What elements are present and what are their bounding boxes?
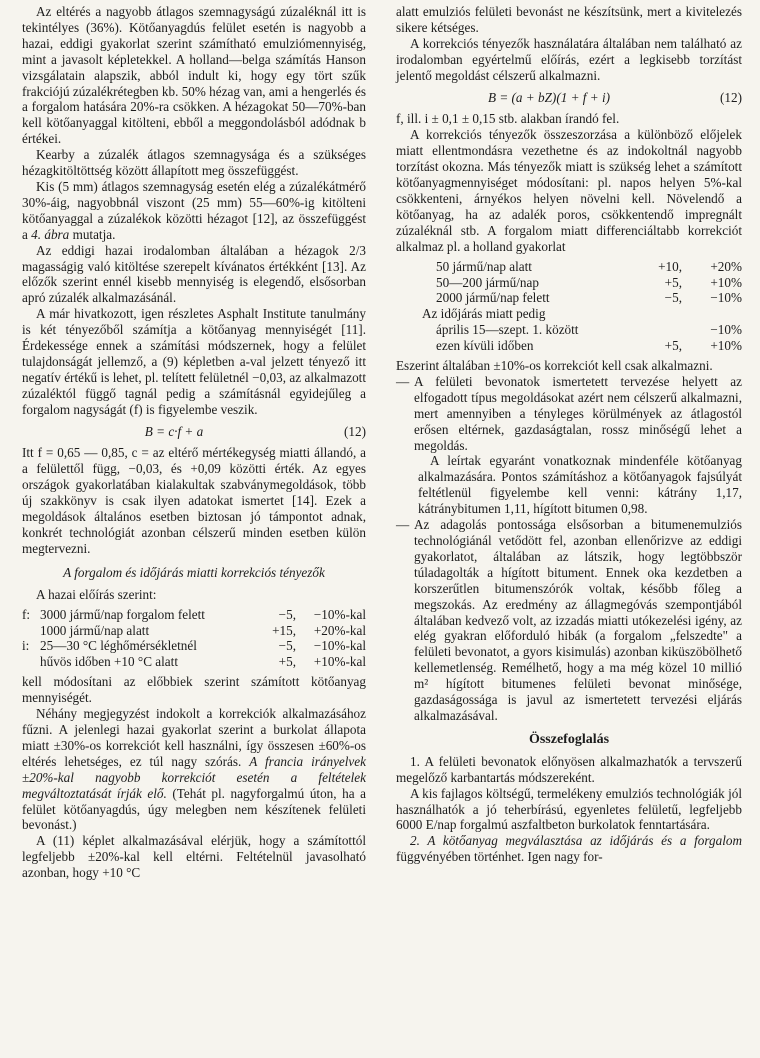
row-value-low: +5, [664, 338, 682, 354]
row-value-high: −10%-kal [313, 638, 366, 654]
paragraph: A korrekciós tényezők összeszorzása a különböző előjelek miatt ellentmondásra vezethetne és az indokoltnál nagyobb torzítást okozna. Más tényezők miatt is szükség lehet a számított kötőanyagmennyiséget módosítani: pl. napos helyen 5%-kal csökkenteni, árnyékos helyen növelni kell. Növelendő a kötőanyag, ha az adalék poros, csökkentendő impregnált zúzaléknál stb. A forgalom miatt differenciáltabb korrekciót alkalmaz pl. a holland gyakorlat [396, 127, 742, 254]
paragraph: kell módosítani az előbbiek szerint számított kötőanyag mennyiségét. [22, 674, 366, 706]
equation [22, 424, 366, 440]
row-label [22, 623, 40, 639]
row-condition: 2000 jármű/nap felett [436, 290, 550, 306]
summary-item: 1. A felületi bevonatok előnyösen alkalmazhatók a tervszerű megelőző karbantartás módszereként. [396, 753, 742, 785]
row-value-high: −10%-kal [313, 606, 366, 622]
row-value-low: −5, [278, 638, 296, 654]
paragraph: Az eddigi hazai irodalomban általában a hézagok 2/3 magasságig való kitöltése szerepelt kívánatos értékként [13]. Az előzők szerint ennél kisebb mennyiség is elegendő, elsősorban apró zúzalék alkalmazásánál. [22, 242, 366, 306]
row-value-low: +5, [664, 274, 682, 290]
paragraph: Kearby a zúzalék átlagos szemnagysága és a szükséges hézagkitöltöttség között állapított meg összefüggést. [22, 147, 366, 179]
paragraph: Itt f = 0,65 — 0,85, c = az eltérő mértékegység miatti állandó, a a felülettől függ, −0,03, és +0,09 közötti érték. Az egyes országok gyakorlatában kialakultak szabványmegoldások, több új szakkönyv is csak ilyen adatokat ismertet [14]. Ezek a megoldások általános esetben biztosan jó támpontot adnak, konkrét technológiát azonban célszerű minden esetben külön megtervezni. [22, 445, 366, 556]
table-row [22, 623, 366, 639]
correction-table [22, 607, 366, 671]
left-column [22, 4, 366, 881]
traffic-correction-table [396, 259, 742, 354]
row-label: f: [22, 606, 31, 622]
row-value-low: +5, [278, 654, 296, 670]
row-condition: 50 jármű/nap alatt [436, 258, 532, 274]
paragraph: Kis (5 mm) átlagos szemnagyság esetén elég a zúzalékátmérő 30%-áig, nagyobbnál viszont (25 mm) 55—60%-ig kitölteni kötőanyaggal a zúzalékok közötti hézagot [12], az összefüggést a 4. ábra mutatja. [22, 178, 366, 242]
row-condition: 50—200 jármű/nap [436, 274, 539, 290]
paragraph: f, ill. i ± 0,1 ± 0,15 stb. alakban írandó fel. [396, 111, 620, 127]
row-label [22, 654, 40, 670]
equation-body: B = (a + bZ)(1 + f + i) [487, 89, 611, 105]
row-label: i: [22, 638, 30, 654]
row-value-low: +10, [658, 258, 682, 274]
table-row [22, 638, 366, 654]
row-value-high: +10% [710, 338, 742, 354]
table-row [396, 259, 742, 275]
row-condition: április 15—szept. 1. között [436, 322, 579, 338]
paragraph: A korrekciós tényezők használatára általában nem található az irodalomban egyértelmű előírás, ezért a legkisebb torzítást jelentő megoldást célszerű alkalmazni. [396, 35, 742, 83]
table-row [22, 607, 366, 623]
equation-number: (12) [720, 89, 742, 105]
row-value-high: −10% [710, 290, 742, 306]
table-row [396, 322, 742, 338]
equation-number: (12) [344, 423, 366, 439]
paragraph: Néhány megjegyzést indokolt a korrekciók alkalmazásához fűzni. A jelenlegi hazai gyakorlat szerint a burkolat állapota miatt ±30%-os korrekciót kell használni, így összesen ±60%-os eltérés lehetséges, ez túl nagy szórás. A francia irányelvek ±20%-kal nagyobb korrekciót esetén a feltételek megváltoztatását írják elő. (Tehát pl. nagyforgalmú úton, ha a felület kötőanyagdús, úgy melegben nem készítenek felületi bevonást.) [22, 706, 366, 833]
section-heading: A forgalom és időjárás miatti korrekciós tényezők [63, 564, 325, 580]
right-column [396, 4, 742, 865]
row-value-high: +10% [710, 274, 742, 290]
summary-heading: Összefoglalás [528, 731, 610, 747]
table-row [396, 275, 742, 291]
row-value-high: +10%-kal [313, 654, 366, 670]
summary-item: 2. A kötőanyag megválasztása az időjárás és a forgalom függvényében történhet. Igen nagy for- [396, 833, 742, 865]
row-value-low [626, 322, 682, 338]
paragraph: Az eltérés a nagyobb átlagos szemnagyságú zúzaléknál itt is tekintélyes (36%). Kötőanyagdús felület esetén is nagyobb a hazai, eddigi gyakorlat szerint számítható emulziómennyiség, mint a javasolt képletekkel. A holland—belga számítás Hanson vizsgálatain alapszik, abból indult ki, hogy egy tört szűk frakciójú zúzalékrétegben kb. 50% hézag van, ami a hengerlés és a forgalom hatására 20%-ra csökken. A hézagokat 50—70%-ban kell kötőanyaggal kitölteni, ebből a meggondolásból adódnak b értékei. [22, 4, 366, 147]
dash-list-item: — Az adagolás pontossága elsősorban a bitumenemulziós technológiánál vetődött fel, azonban ellenőrizve az eddigi gyakorlatot, általában az látszik, hogy legtöbbször túladagolták a hígított bitument. Ennek oka kezdetben a korszerűtlen bitumenszórók voltak, később főleg a megszokás. Az eredmény az állagmegóvás szempontjából általában kedvező volt, az izzadás miatti utókezelési igény, az elég gyakran előforduló hibák (a forgalom „felszedte" a felületi bevonatot, a gyors kisimulás) azonban kiküszöbölhető kellemetlenség. Remélhető, hogy a ma még közel 10 millió m² hígított bitumenes felületi bevonat minősége, gazdaságossága is javul az ismertetett tervezési eljárás alkalmazásával. [396, 517, 742, 723]
paragraph: A leírtak egyaránt vonatkoznak mindenféle kötőanyag alkalmazására. Pontos számításhoz a kötőanyagok fajsúlyát feltétlenül figyelembe kell venni: kátrány 1,17, kátránybitumen 1,11, hígított bitumen 0,98. [418, 453, 742, 517]
table-row [396, 290, 742, 306]
equation [396, 90, 742, 106]
table-row [22, 654, 366, 670]
paragraph: A hazai előírás szerint: [36, 586, 157, 602]
summary-item: A kis fajlagos költségű, termelékeny emulziós technológiák jól használhatók a jó teherbírású, egyenletes felületű, legfeljebb 6000 E/nap forgalmú aszfaltbeton burkolatok fenntartására. [396, 785, 742, 833]
paragraph: alatt emulziós felületi bevonást ne készítsünk, mert a kivitelezés sikere kétséges. [396, 4, 742, 35]
row-value-low: −5, [278, 606, 296, 622]
row-value-low: +15, [272, 622, 296, 638]
weather-intro: Az időjárás miatt pedig [422, 306, 546, 322]
dash-list-item: — A felületi bevonatok ismertetett tervezése helyett az elfogadott típus megoldásokat azért nem célszerű alkalmazni, mert amennyiben a tényleges körülmények az átlagostól erősen eltérnek, gazdaságtalan, rossz minőségű lehet a megoldás. [396, 373, 742, 453]
equation-body: B = c·f + a [144, 423, 204, 439]
row-value-high: −10% [710, 322, 742, 338]
paragraph: Eszerint általában ±10%-os korrekciót kell csak alkalmazni. [396, 358, 713, 374]
paragraph: A már hivatkozott, igen részletes Asphalt Institute tanulmány is két tényezőből számítja a kötőanyag mennyiségét [11]. Érdekessége ennek a számítási módszernek, hogy a felület tulajdonságát jellemző, a (9) képletben a-val jelzett tényező itt negatív értékű is lehet, pl. telített felületnél −0,03, az alkalmazott zúzaléktól függő tagnál pedig a számításnál egyidejűleg a forgalom nagyságát (f) is figyelembe veszik. [22, 306, 366, 417]
row-condition: ezen kívüli időben [436, 338, 534, 354]
row-condition: 25—30 °C léghőmérsékletnél [40, 638, 197, 654]
row-condition: hűvös időben +10 °C alatt [40, 654, 178, 670]
paragraph: A (11) képlet alkalmazásával elérjük, hogy a számítottól legfeljebb ±20%-kal kell eltérni. Feltételnül javasolható azonban, hogy +10 °C [22, 833, 366, 881]
row-value-high: +20% [710, 258, 742, 274]
row-condition: 3000 jármű/nap forgalom felett [40, 606, 205, 622]
table-row [396, 338, 742, 354]
row-value-low: −5, [664, 290, 682, 306]
row-condition: 1000 jármű/nap alatt [40, 622, 150, 638]
row-value-high: +20%-kal [313, 622, 366, 638]
